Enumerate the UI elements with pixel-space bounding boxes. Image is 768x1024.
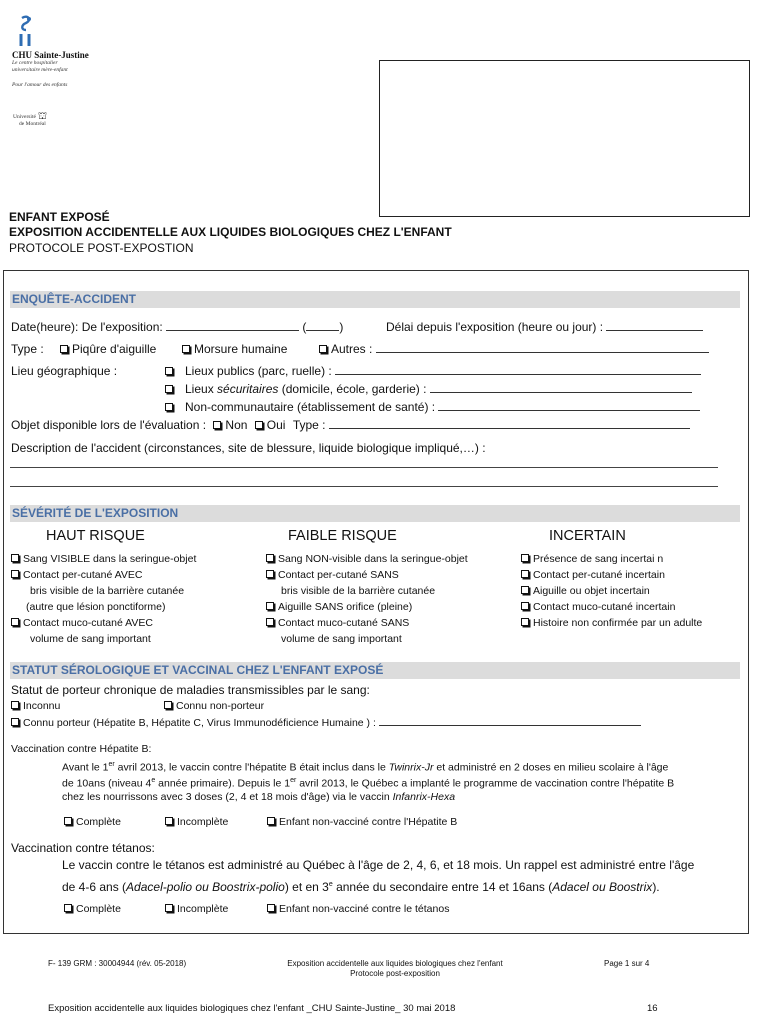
tetanos-text-line-2: de 4-6 ans (Adacel-polio ou Boostrix-polio) et en 3e année du secondaire entre 14 et 16ans (Adacel ou Boostrix). [62,880,660,894]
type-row [11,342,44,356]
chu-logo-icon [12,14,40,48]
type-option-morsure[interactable]: Morsure humaine [182,342,287,356]
hepb-incomplete[interactable]: Incomplète [165,815,228,829]
hospital-tagline: Pour l'amour des enfants [12,82,68,88]
footer-center [268,959,522,979]
objet-row [11,418,690,432]
objet-non: Non [225,418,248,432]
objet-oui: Oui [266,418,286,432]
checkbox-icon[interactable] [11,701,19,709]
col-faible-risque: FAIBLE RISQUE [288,528,397,544]
haut-option-1[interactable]: Sang VISIBLE dans la seringue-objet [11,552,196,566]
checkbox-icon[interactable] [266,554,274,562]
checkbox-icon[interactable] [64,817,72,825]
university-name-1: Université [13,113,36,120]
tetanos-incomplete[interactable]: Incomplète [165,902,228,916]
objet-label: Objet disponible lors de l'évaluation : [11,418,207,432]
date-field[interactable] [166,320,299,331]
description-label: Description de l'accident (circonstances, site de blessure, liquide biologique impliqué,…) : [11,441,486,455]
lieu-securitaires-field[interactable] [430,382,692,393]
patient-label-box [379,60,750,217]
lieu-publics-field[interactable] [335,364,701,375]
checkbox-icon[interactable] [521,586,529,594]
checkbox-icon[interactable] [266,570,274,578]
section-statut-heading: STATUT SÉROLOGIQUE ET VACCINAL CHEZ L'ENFANT EXPOSÉ [10,662,740,679]
lieu-option-publics[interactable]: Lieux publics (parc, ruelle) : [165,364,701,378]
incertain-option-4[interactable]: Contact muco-cutané incertain [521,600,675,614]
description-line-2[interactable] [10,486,718,487]
footer-page: Page 1 sur 4 [604,959,650,968]
faible-option-1[interactable]: Sang NON-visible dans la seringue-objet [266,552,468,566]
tetanos-non-vaccine[interactable]: Enfant non-vacciné contre le tétanos [267,902,449,916]
university-logo [13,113,47,128]
lieu-option-securitaires[interactable]: Lieux sécuritaires (domicile, école, garderie) : [165,382,692,396]
haut-option-3-line-2: volume de sang important [30,633,151,645]
hepb-text-line-2: de 10ans (niveau 4e année primaire). Depuis le 1er avril 2013, le Québec a implanté le programme de vaccination contre l'hépatite B [62,777,675,790]
section-enquete-heading: ENQUÊTE-ACCIDENT [10,291,740,308]
checkbox-icon[interactable] [165,817,173,825]
footer-center-line-1: Exposition accidentelle aux liquides biologiques chez l'enfant [287,959,503,968]
bottom-text: Exposition accidentelle aux liquides biologiques chez l'enfant _CHU Sainte-Justine_ 30 mai 2018 [48,1003,456,1014]
porteur-connu-non[interactable]: Connu non-porteur [164,699,264,713]
section-severite-heading: SÉVÉRITÉ DE L'EXPOSITION [10,505,740,522]
date-row: Date(heure): De l'exposition: ( ) [11,320,344,334]
delai-label: Délai depuis l'exposition (heure ou jour) : [386,320,604,334]
checkbox-icon[interactable] [11,718,19,726]
footer-center-line-2: Protocole post-exposition [350,969,440,978]
hospital-subtitle-2: universitaire mère-enfant [12,67,68,73]
checkbox-icon[interactable] [11,554,19,562]
faible-option-3[interactable]: Aiguille SANS orifice (pleine) [266,600,412,614]
type-option-piqure[interactable]: Piqûre d'aiguille [60,342,156,356]
checkbox-icon[interactable] [165,904,173,912]
haut-option-2[interactable]: Contact per-cutané AVEC [11,568,142,582]
document-titles [9,210,452,256]
checkbox-icon[interactable] [267,904,275,912]
chu-logo [12,14,112,88]
checkbox-icon[interactable] [521,618,529,626]
title-line-3: PROTOCOLE POST-EXPOSTION [9,241,194,255]
university-name-2: de Montréal [19,121,46,127]
delai-field[interactable] [606,320,703,331]
lieu-option-non-communautaire[interactable]: Non-communautaire (établissement de santé) : [165,400,700,414]
hepb-complete[interactable]: Complète [64,815,121,829]
type-option-autres[interactable]: Autres : [319,342,709,356]
hepb-text-line-3: chez les nourrissons avec 3 doses (2, 4 et 18 mois d'âge) via le vaccin Infanrix-Hexa [62,791,456,803]
incertain-option-3[interactable]: Aiguille ou objet incertain [521,584,650,598]
faible-option-2-line-2: bris visible de la barrière cutanée [281,585,436,597]
title-line-2: EXPOSITION ACCIDENTELLE AUX LIQUIDES BIOLOGIQUES CHEZ L'ENFANT [9,225,452,239]
tetanos-text-line-1: Le vaccin contre le tétanos est administré au Québec à l'âge de 2, 4, 6, et 18 mois. Un rappel est administré entre l'âge [62,858,695,872]
type-label: Type : [11,342,44,356]
checkbox-icon[interactable] [319,345,327,353]
haut-option-2-line-3: (autre que lésion ponctiforme) [26,601,166,613]
tetanos-label: Vaccination contre tétanos: [11,841,155,855]
faible-option-4[interactable]: Contact muco-cutané SANS [266,616,409,630]
objet-type-label: Type : [292,418,326,432]
hospital-subtitle-1: Le centre hospitalier [12,60,58,66]
connu-porteur-field[interactable] [379,715,641,726]
col-incertain: INCERTAIN [549,528,626,544]
checkbox-icon[interactable] [60,345,68,353]
hepb-label: Vaccination contre Hépatite B: [11,743,152,755]
building-icon: ⛫ [37,111,48,122]
porteur-inconnu[interactable]: Inconnu [11,699,60,713]
checkbox-icon[interactable] [255,421,263,429]
checkbox-icon[interactable] [11,618,19,626]
incertain-option-1[interactable]: Présence de sang incertai n [521,552,663,566]
checkbox-icon[interactable] [521,570,529,578]
hepb-text-line-1: Avant le 1er avril 2013, le vaccin contre l'hépatite B était inclus dans le Twinrix-Jr et administré en 2 doses en milieu scolaire à l'âge [62,761,669,774]
checkbox-icon[interactable] [182,345,190,353]
faible-option-4-line-2: volume de sang important [281,633,402,645]
checkbox-icon[interactable] [164,701,172,709]
haut-option-3[interactable]: Contact muco-cutané AVEC [11,616,153,630]
haut-option-2-line-2: bris visible de la barrière cutanée [30,585,185,597]
time-field[interactable] [306,320,339,331]
checkbox-icon[interactable] [64,904,72,912]
porteur-connu[interactable]: Connu porteur (Hépatite B, Hépatite C, Virus Immunodéficience Humaine ) : [11,715,641,730]
checkbox-icon[interactable] [521,554,529,562]
checkbox-icon[interactable] [521,602,529,610]
faible-option-2[interactable]: Contact per-cutané SANS [266,568,399,582]
delai-row [386,320,703,334]
porteur-label: Statut de porteur chronique de maladies transmissibles par le sang: [11,683,370,697]
autres-field[interactable] [376,342,709,353]
tetanos-complete[interactable]: Complète [64,902,121,916]
incertain-option-2[interactable]: Contact per-cutané incertain [521,568,665,582]
checkbox-icon[interactable] [165,385,173,393]
checkbox-icon[interactable] [165,367,173,375]
checkbox-icon[interactable] [11,570,19,578]
hepb-non-vaccine[interactable]: Enfant non-vacciné contre l'Hépatite B [267,815,457,829]
lieu-non-communautaire-field[interactable] [438,400,700,411]
description-line-1[interactable] [10,467,718,468]
objet-type-field[interactable] [329,418,690,429]
title-line-1: ENFANT EXPOSÉ [9,210,110,224]
lieu-label: Lieu géographique : [11,364,118,378]
checkbox-icon[interactable] [266,618,274,626]
col-haut-risque: HAUT RISQUE [46,528,145,544]
checkbox-icon[interactable] [213,421,221,429]
checkbox-icon[interactable] [165,403,173,411]
hospital-name: CHU Sainte-Justine [12,50,89,60]
checkbox-icon[interactable] [266,602,274,610]
date-label: Date(heure): De l'exposition: [11,320,163,334]
incertain-option-5[interactable]: Histoire non confirmée par un adulte [521,616,702,630]
footer-code: F- 139 GRM : 30004944 (rév. 05-2018) [48,959,187,968]
bottom-page-number: 16 [647,1003,658,1014]
checkbox-icon[interactable] [267,817,275,825]
